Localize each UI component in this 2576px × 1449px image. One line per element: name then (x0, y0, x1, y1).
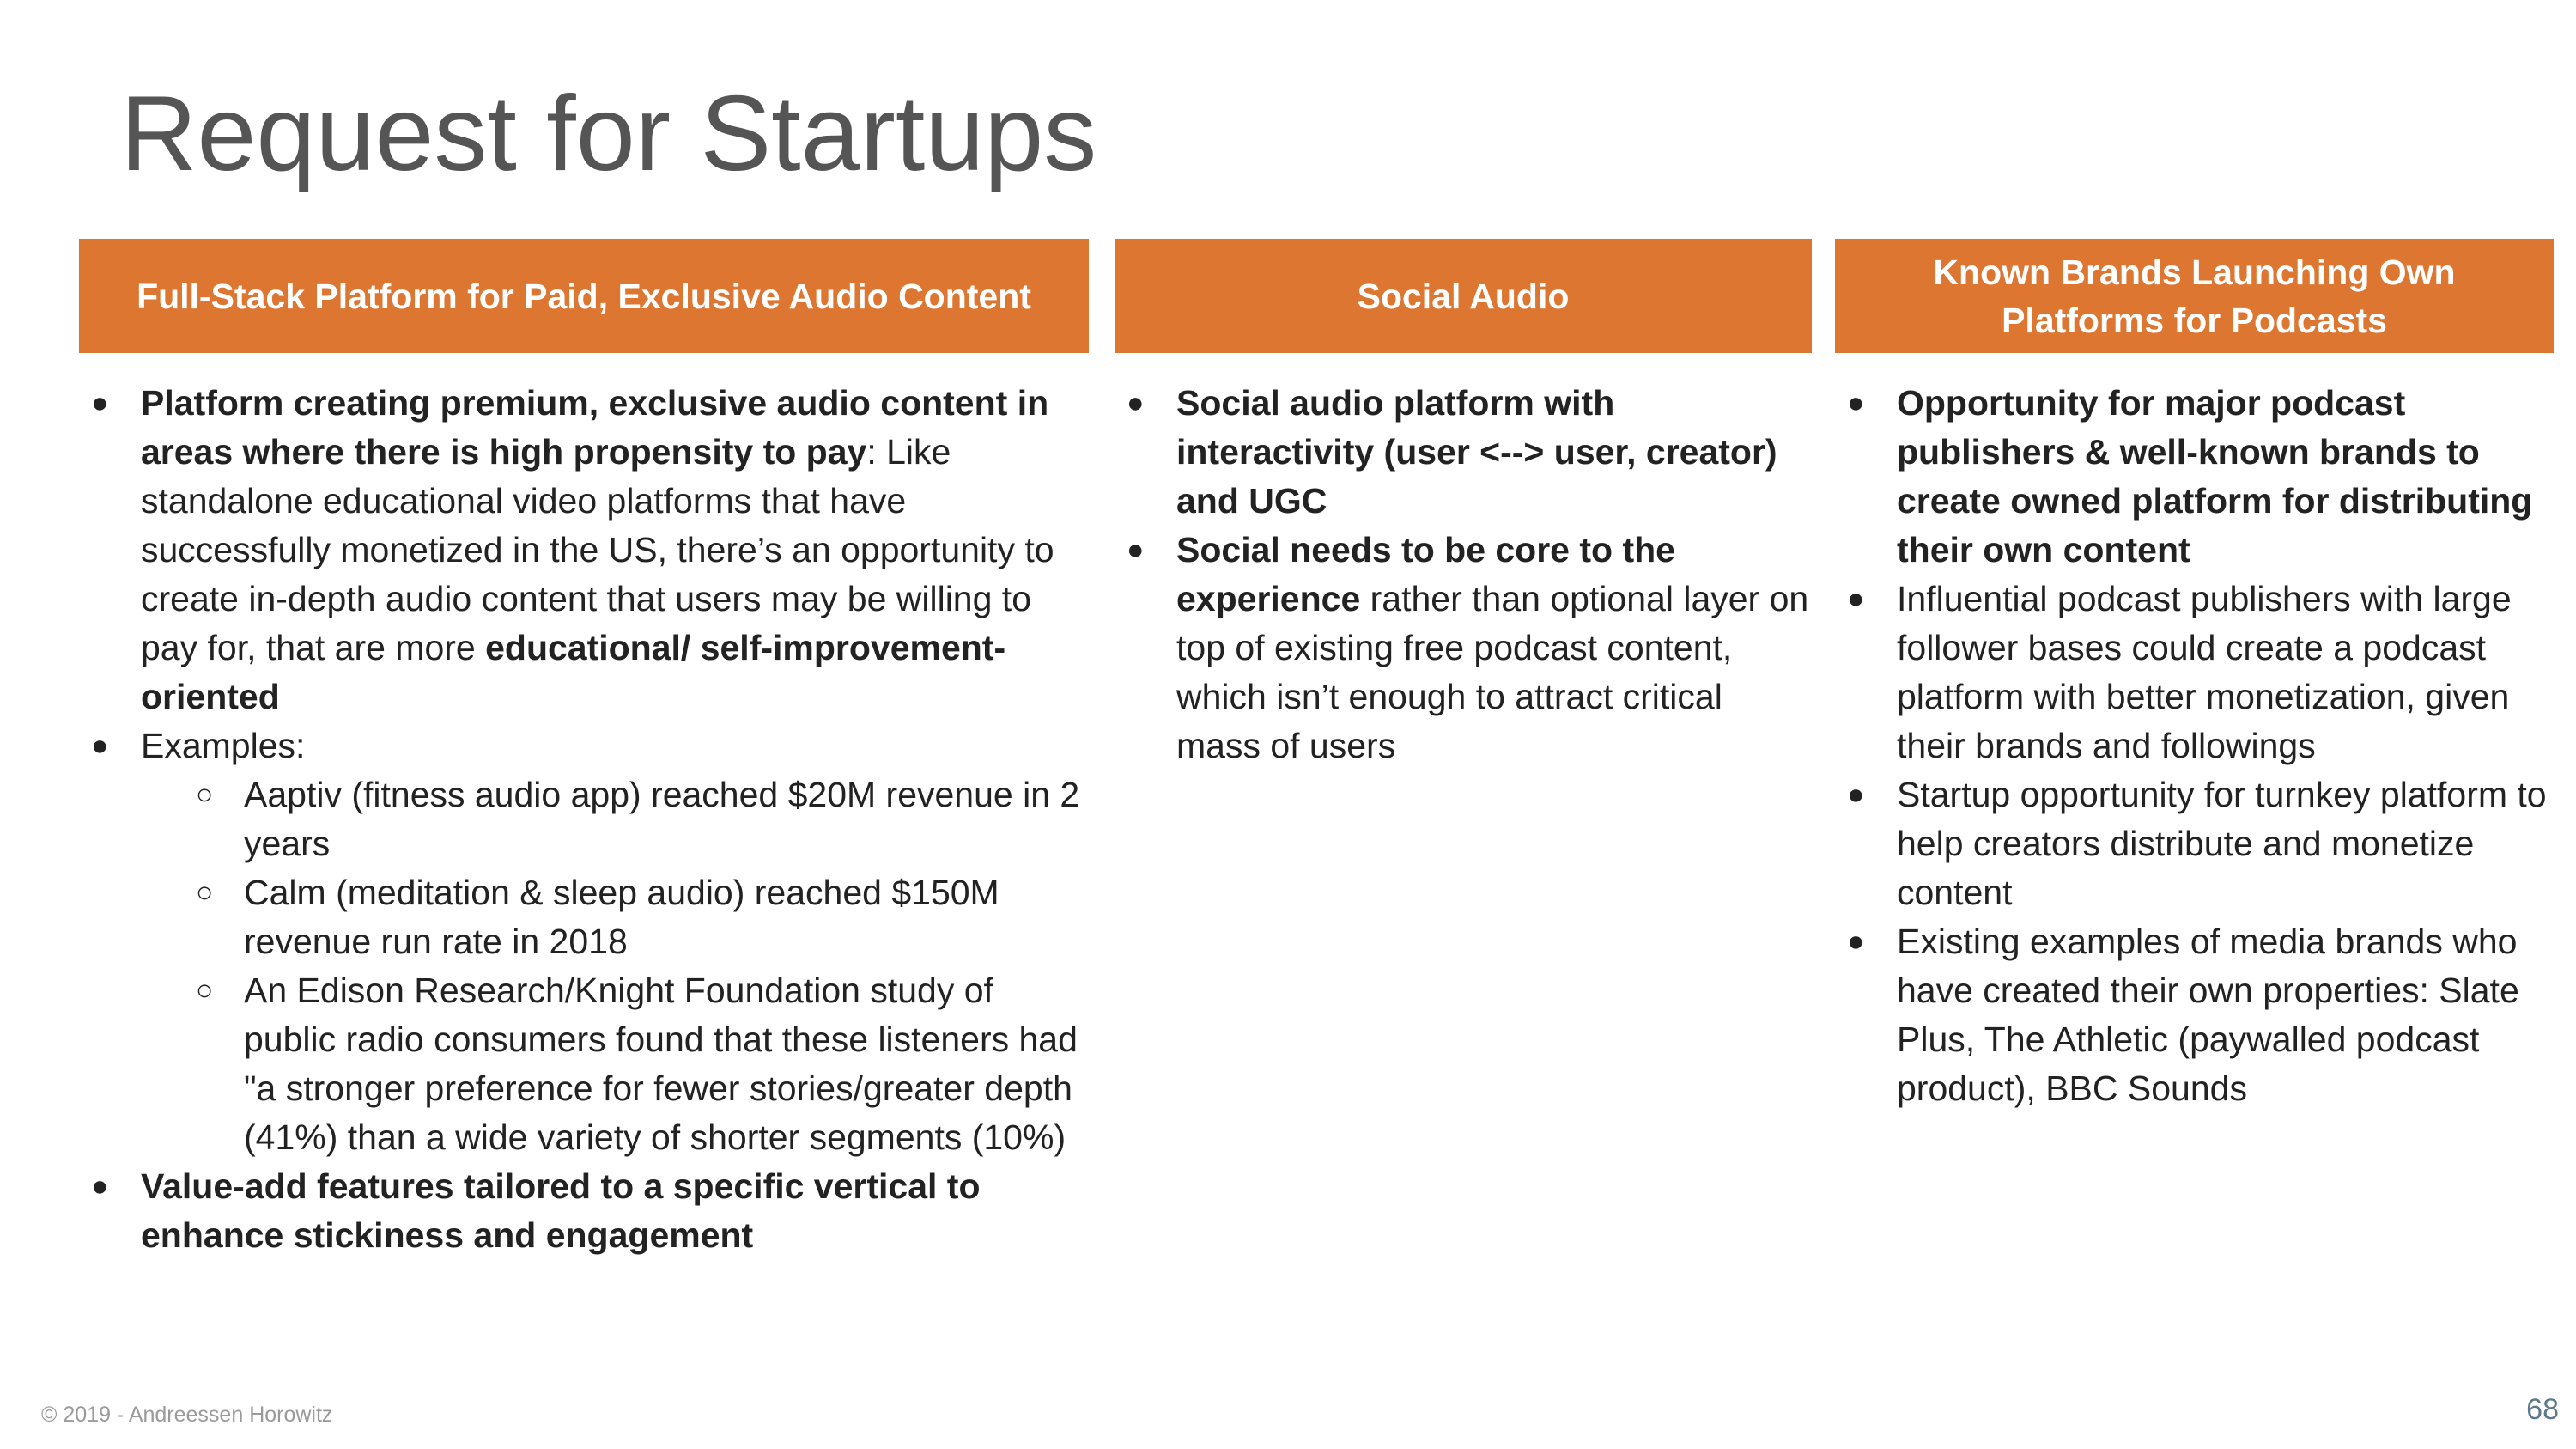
column-social-audio (1115, 239, 1812, 770)
bullet-item (79, 1162, 1089, 1260)
bullet-bold-text: Opportunity for major podcast publishers & well-known brands to create owned platform for distributing their own content (1897, 383, 2533, 569)
sub-bullet-item (79, 868, 1089, 966)
bullet-item (1835, 379, 2554, 575)
sub-bullet-item (79, 966, 1089, 1162)
sub-bullet-item (79, 770, 1089, 868)
bullet-text: Aaptiv (fitness audio app) reached $20M revenue in 2 years (244, 775, 1080, 863)
bullet-list (1115, 379, 1812, 770)
bullet-text: Influential podcast publishers with large follower bases could create a podcast platform with better monetization, given their brands and followings (1897, 579, 2512, 765)
page-title: Request for Startups (120, 75, 1097, 193)
bullet-item (1115, 379, 1812, 526)
column-paid-audio (79, 239, 1089, 1260)
bullet-list (79, 379, 1089, 1260)
bullet-item (79, 721, 1089, 770)
bullet-item (79, 379, 1089, 721)
bullet-item (1835, 917, 2554, 1113)
bullet-bold-text: Platform creating premium, exclusive audio content in areas where there is high propensity to pay (141, 383, 1049, 472)
bullet-text: rather than optional layer on top of existing free podcast content, which isn’t enough to attract critical mass of users (1176, 579, 1809, 765)
column-header: Full-Stack Platform for Paid, Exclusive Audio Content (79, 239, 1089, 353)
column-header: Social Audio (1115, 239, 1812, 353)
copyright-footer: © 2019 - Andreessen Horowitz (41, 1403, 333, 1427)
bullet-text: Existing examples of media brands who have created their own properties: Slate Plus, The Athletic (paywalled podcast product), BBC Sounds (1897, 922, 2519, 1108)
bullet-list (1835, 379, 2554, 1113)
bullet-text: An Edison Research/Knight Foundation study of public radio consumers found that these listeners had "a stronger preference for fewer stories/greater depth (41%) than a wide variety of shorter segments (10%) (244, 971, 1078, 1157)
bullet-bold-text: educational/ self-improvement-oriented (141, 628, 1006, 716)
bullet-bold-text: Value-add features tailored to a specific vertical to enhance stickiness and engagement (141, 1166, 981, 1255)
bullet-text: Calm (meditation & sleep audio) reached $150M revenue run rate in 2018 (244, 873, 999, 961)
bullet-item (1835, 770, 2554, 917)
bullet-text: : Like standalone educational video platforms that have successfully monetized in the US, there’s an opportunity to create in-depth audio content that users may be willing to pay for, that are more (141, 432, 1054, 667)
bullet-item (1115, 526, 1812, 770)
bullet-bold-text: Social audio platform with interactivity (user <--> user, creator) and UGC (1176, 383, 1777, 521)
bullet-text: Startup opportunity for turnkey platform to help creators distribute and monetize content (1897, 775, 2547, 912)
page-number: 68 (2526, 1393, 2559, 1426)
column-known-brands (1835, 239, 2554, 1113)
bullet-item (1835, 575, 2554, 770)
column-header: Known Brands Launching Own Platforms for Podcasts (1835, 239, 2554, 353)
bullet-bold-text: Social needs to be core to the experience (1176, 530, 1675, 618)
bullet-text: Examples: (141, 726, 306, 765)
